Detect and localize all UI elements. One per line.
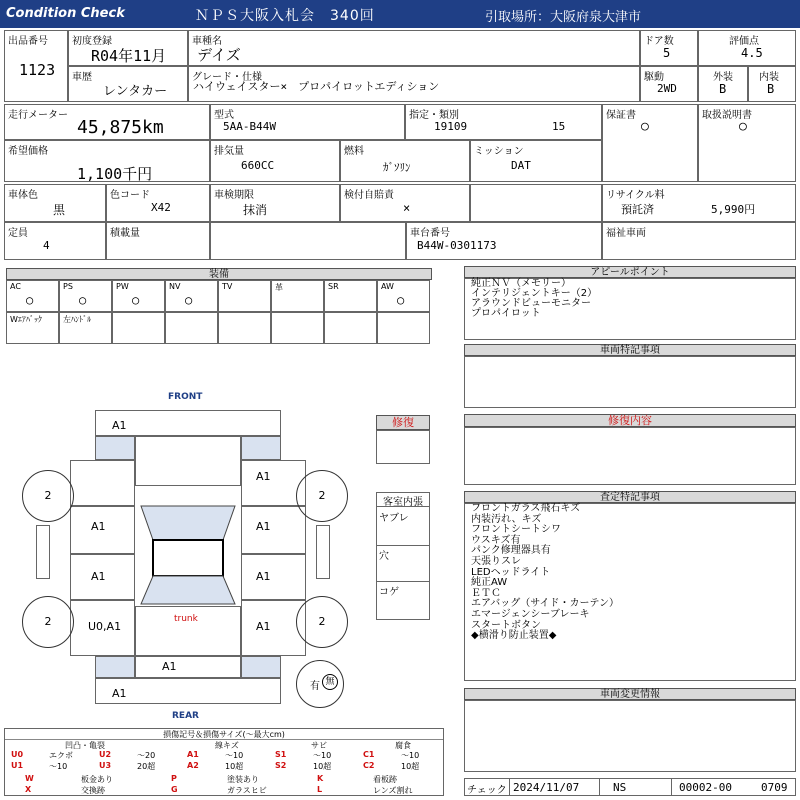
pickup-location: 引取場所：大阪府泉大津市 <box>485 10 642 25</box>
welfare-label: 福祉車両 <box>606 228 646 239</box>
equipment-value: ○ <box>397 293 405 307</box>
legend-value: レンズ割れ <box>373 786 413 795</box>
legend-group-scratch: 線キズ <box>215 741 239 750</box>
first-reg-value: R04年11月 <box>91 47 167 65</box>
equipment-cell <box>377 280 430 312</box>
legend-code: C1 <box>363 750 375 759</box>
legend-code: W <box>25 774 34 783</box>
footer-code-2: 0709 <box>761 781 788 794</box>
inspection-label: 車検期限 <box>214 190 254 201</box>
footer-divider <box>671 779 672 795</box>
cabin-glass-icon <box>135 486 241 606</box>
legend-code: L <box>317 785 323 794</box>
price-value: 1,100千円 <box>77 165 153 183</box>
equipment-cell <box>165 312 218 344</box>
interior-item-hole: 穴 <box>379 551 389 562</box>
mission-cell <box>470 140 602 182</box>
grade-value: ハイウェイスター× プロパイロットエディション <box>193 80 440 93</box>
equipment-value: ○ <box>185 293 193 307</box>
inspection-value: 抹消 <box>243 203 268 217</box>
capacity-cell <box>4 222 106 260</box>
list-item: ＥＴＣ <box>471 587 501 599</box>
recycle-cell <box>602 184 796 222</box>
drive-cell <box>640 66 698 102</box>
equipment-cell <box>377 312 430 344</box>
list-item: 純正ＮＶ（メモリー） <box>471 278 571 289</box>
front-label: FRONT <box>168 392 203 402</box>
equipment-cell <box>165 280 218 312</box>
left-rear-door-mark: A1 <box>91 570 106 583</box>
spare-mark: 無 <box>322 674 338 690</box>
drive-label: 駆動 <box>644 72 664 83</box>
right-fender-mark: A1 <box>256 470 271 483</box>
left-front-door-mark: A1 <box>91 520 106 533</box>
legend-value: 看板跡 <box>373 775 397 784</box>
trunk-label: trunk <box>174 614 198 624</box>
designation-value: 19109 <box>434 120 468 133</box>
model-label: 型式 <box>214 110 234 121</box>
list-item: フロントガラス飛石キズ <box>471 503 581 514</box>
price-label: 希望価格 <box>8 146 48 157</box>
price-cell <box>4 140 210 182</box>
list-item: ウスキズ有 <box>471 534 521 546</box>
model-value: 5AA-B44W <box>223 120 276 133</box>
car-name-label: 車種名 <box>192 36 222 47</box>
equipment-label: 左ﾊﾝﾄﾞﾙ <box>63 315 91 324</box>
insurance-value: × <box>403 201 411 215</box>
equipment-cell <box>112 312 165 344</box>
exterior-value: B <box>719 82 727 96</box>
history-cell <box>68 66 188 102</box>
car-name-value: デイズ <box>197 46 241 64</box>
tire-front-right[interactable]: 2 <box>296 470 348 522</box>
left-step <box>36 525 50 579</box>
fuel-cell <box>340 140 470 182</box>
list-item: 内装汚れ、キズ <box>471 513 542 525</box>
legend-code: G <box>171 785 178 794</box>
right-step <box>316 525 330 579</box>
inspection-notes-title: 査定特記事項 <box>464 491 796 503</box>
special-title: 車両特記事項 <box>464 344 796 356</box>
repair-content-title: 修復内容 <box>464 414 796 427</box>
right-rear-door-mark: A1 <box>256 570 271 583</box>
rear-panel[interactable] <box>135 656 241 678</box>
interior-item-tear: ヤブレ <box>379 513 409 524</box>
footer-bar <box>464 778 796 796</box>
special-box <box>464 356 796 408</box>
right-front-door-mark: A1 <box>256 520 271 533</box>
color-code-value: X42 <box>151 201 171 214</box>
doors-label: ドア数 <box>644 36 674 47</box>
condition-check-title: Condition Check <box>6 6 125 21</box>
mission-label: ミッション <box>474 146 524 157</box>
spare-tire[interactable] <box>296 660 344 708</box>
displacement-cell <box>210 140 340 182</box>
list-item: 天張りスレ <box>471 555 521 567</box>
displacement-label: 排気量 <box>214 146 244 157</box>
equipment-cell <box>218 280 271 312</box>
legend-title: 損傷記号＆損傷サイズ(〜最大cm) <box>5 729 443 740</box>
welfare-cell <box>602 222 796 260</box>
body-color-label: 車体色 <box>8 190 38 201</box>
footer-divider <box>599 779 600 795</box>
interior-grade-value: B <box>767 82 775 96</box>
rear-label: REAR <box>172 711 199 721</box>
changes-box <box>464 700 796 772</box>
legend-value: 10超 <box>401 762 420 771</box>
mileage-cell <box>4 104 210 140</box>
warranty-label: 保証書 <box>606 110 636 121</box>
mileage-label: 走行メーター <box>8 110 68 121</box>
legend-value: 20超 <box>137 762 156 771</box>
equipment-label: AC <box>10 282 21 291</box>
list-item: フロントシートシワ <box>471 524 561 536</box>
legend-group-rust: サビ <box>311 741 327 750</box>
legend-value: 10超 <box>313 762 332 771</box>
chassis-value: B44W-0301173 <box>417 239 497 252</box>
list-item: プロパイロット <box>471 308 541 319</box>
repair-content-box <box>464 427 796 485</box>
appeal-title: アピールポイント <box>464 266 796 278</box>
equipment-label: 革 <box>275 283 283 292</box>
front-bumper-mark: A1 <box>112 419 127 432</box>
interior-grade-label: 内装 <box>759 72 779 83</box>
color-code-label: 色コード <box>110 190 150 201</box>
body-color-value: 黒 <box>53 203 66 217</box>
list-item: 純正AW <box>471 577 508 589</box>
changes-title: 車両変更情報 <box>464 688 796 700</box>
list-item: エマージェンシーブレーキ <box>471 608 590 620</box>
taillight-left <box>95 656 135 678</box>
rear-bumper-mark: A1 <box>112 687 127 700</box>
score-cell <box>698 30 796 66</box>
car-name-cell <box>188 30 640 66</box>
manual-value: ○ <box>739 119 747 134</box>
auction-title: ＮＰＳ大阪入札会 340回 <box>195 8 375 24</box>
equipment-cell <box>271 280 324 312</box>
first-reg-label: 初度登録 <box>72 36 112 47</box>
right-quarter-mark: A1 <box>256 620 271 633</box>
legend-value: 〜10 <box>401 751 420 760</box>
history-label: 車歴 <box>72 72 92 83</box>
exterior-label: 外装 <box>713 72 733 83</box>
model-cell <box>210 104 405 140</box>
legend-value: 〜10 <box>225 751 244 760</box>
legend-code: U3 <box>99 761 112 770</box>
legend-value: 10超 <box>225 762 244 771</box>
designation-cell <box>405 104 602 140</box>
rear-panel-mark: A1 <box>162 660 177 673</box>
check-label: チェック <box>467 785 507 796</box>
legend-code: A2 <box>187 761 199 770</box>
designation-label: 指定・類別 <box>409 110 459 121</box>
equipment-value: ○ <box>26 293 34 307</box>
score-label: 評価点 <box>729 36 759 47</box>
equipment-cell <box>112 280 165 312</box>
score-value: 4.5 <box>741 46 763 60</box>
drive-value: 2WD <box>657 82 677 95</box>
blank-cell <box>470 184 602 222</box>
recycle-label: リサイクル料 <box>606 190 665 201</box>
tire-rear-left[interactable]: 2 <box>22 596 74 648</box>
checker-name: NS <box>613 781 627 794</box>
lot-label: 出品番号 <box>8 36 48 47</box>
grade-cell <box>188 66 640 102</box>
equipment-cell <box>218 312 271 344</box>
equipment-label: SR <box>328 282 339 291</box>
legend-value: 塗装あり <box>227 775 259 784</box>
lot-cell <box>4 30 68 102</box>
equipment-cell <box>324 312 377 344</box>
legend-value: 〜20 <box>137 751 156 760</box>
interior-divider <box>377 545 429 546</box>
warranty-cell <box>602 104 698 182</box>
legend-value: 交換跡 <box>81 786 105 795</box>
list-item: インテリジェントキー（2） <box>471 288 598 299</box>
left-quarter-mark: U0,A1 <box>88 620 122 633</box>
manual-cell <box>698 104 796 182</box>
warranty-value: ○ <box>641 119 649 134</box>
list-item: LEDヘッドライト <box>471 566 551 578</box>
body-color-cell <box>4 184 106 222</box>
chassis-cell <box>406 222 602 260</box>
doors-value: 5 <box>663 46 671 60</box>
legend-group-dent: 凹凸・亀裂 <box>65 741 105 750</box>
interior-box <box>376 492 430 620</box>
header-bar <box>0 0 800 28</box>
insurance-cell <box>340 184 470 222</box>
cabin <box>135 486 241 606</box>
left-front-fender[interactable] <box>70 460 135 506</box>
footer-code-1: 00002-00 <box>679 781 732 794</box>
inspection-notes-list <box>471 504 619 642</box>
repair-box <box>376 430 430 464</box>
capacity-label: 定員 <box>8 228 28 239</box>
headlight-right <box>241 436 281 460</box>
capacity-value: 4 <box>43 239 50 252</box>
list-item: スタートボタン <box>471 619 541 631</box>
doors-cell <box>640 30 698 66</box>
legend-code: S1 <box>275 750 287 759</box>
legend-box <box>4 728 444 796</box>
equipment-cell <box>6 312 59 344</box>
appeal-list <box>471 279 597 319</box>
taillight-right <box>241 656 281 678</box>
exterior-cell <box>698 66 748 102</box>
interior-title: 客室内張 <box>377 493 429 507</box>
classification-value: 15 <box>552 120 566 133</box>
legend-code: K <box>317 774 324 783</box>
legend-code: C2 <box>363 761 375 770</box>
right-front-door[interactable] <box>241 506 306 554</box>
chassis-label: 車台番号 <box>410 228 450 239</box>
legend-code: U2 <box>99 750 112 759</box>
legend-code: U0 <box>11 750 24 759</box>
equipment-label: AW <box>381 282 394 291</box>
equipment-cell <box>59 312 112 344</box>
equipment-value: ○ <box>79 293 87 307</box>
legend-value: 板金あり <box>81 775 113 784</box>
lot-number: 1123 <box>19 61 56 79</box>
equipment-cell <box>59 280 112 312</box>
displacement-value: 660CC <box>241 159 275 172</box>
load-label: 積載量 <box>110 228 140 239</box>
equipment-cell <box>6 280 59 312</box>
legend-code: P <box>171 774 177 783</box>
legend-value: 〜10 <box>313 751 332 760</box>
legend-groups <box>5 740 443 750</box>
history-value: レンタカー <box>103 84 168 99</box>
legend-code: S2 <box>275 761 287 770</box>
equipment-label: Wｴｱﾊﾞｯｸ <box>10 315 42 324</box>
tire-rear-right[interactable]: 2 <box>296 596 348 648</box>
fuel-value: ｶﾞｿﾘﾝ <box>383 161 411 174</box>
headlight-left <box>95 436 135 460</box>
hood[interactable] <box>135 436 241 486</box>
repair-title: 修復 <box>376 415 430 430</box>
legend-value: エクボ <box>49 751 73 760</box>
grade-label: グレード・仕様 <box>192 72 262 83</box>
recycle-value: 5,990円 <box>711 203 756 216</box>
list-item: ◆横滑り防止装置◆ <box>471 630 557 642</box>
equipment-label: PS <box>63 282 73 291</box>
spare-label: 有 <box>310 681 320 692</box>
first-reg-cell <box>68 30 188 66</box>
mileage-value: 45,875km <box>77 117 164 138</box>
equipment-label: TV <box>222 282 233 291</box>
legend-code: X <box>25 785 32 794</box>
interior-grade-cell <box>748 66 796 102</box>
inspection-cell <box>210 184 340 222</box>
load-cell <box>106 222 210 260</box>
insurance-label: 検付自賠責 <box>344 190 394 201</box>
legend-group-corrosion: 腐食 <box>395 741 411 750</box>
footer-divider <box>509 779 510 795</box>
inspection-notes-box <box>464 503 796 681</box>
manual-label: 取扱説明書 <box>702 110 752 121</box>
legend-code: U1 <box>11 761 24 770</box>
equipment-value: ○ <box>132 293 140 307</box>
appeal-box <box>464 278 796 340</box>
equipment-cell <box>271 312 324 344</box>
equipment-title: 装備 <box>6 268 432 280</box>
interior-divider <box>377 581 429 582</box>
legend-code: A1 <box>187 750 199 759</box>
right-rear-door[interactable] <box>241 554 306 600</box>
interior-item-burn: コゲ <box>379 587 399 598</box>
color-code-cell <box>106 184 210 222</box>
list-item: エアバッグ（サイド・カーテン） <box>471 598 619 610</box>
fuel-label: 燃料 <box>344 146 364 157</box>
tire-front-left[interactable]: 2 <box>22 470 74 522</box>
legend-value: 〜10 <box>49 762 68 771</box>
recycle-status: 預託済 <box>621 203 654 216</box>
list-item: パンク修理器具有 <box>471 545 551 557</box>
check-date: 2024/11/07 <box>513 781 580 794</box>
equipment-cell <box>324 280 377 312</box>
equipment-label: NV <box>169 282 181 291</box>
legend-value: ガラスヒビ <box>227 786 267 795</box>
list-item: アラウンドビューモニター <box>471 298 591 309</box>
mission-value: DAT <box>511 159 531 172</box>
equipment-label: PW <box>116 282 129 291</box>
blank-cell-2 <box>210 222 406 260</box>
